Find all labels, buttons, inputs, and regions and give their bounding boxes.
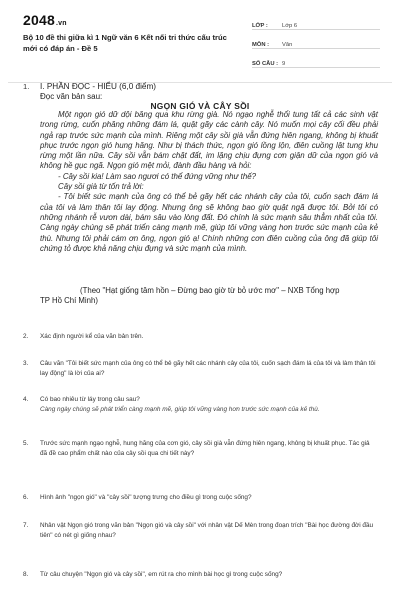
- section-heading: I. PHẦN ĐỌC - HIỂU (6,0 điểm): [40, 82, 157, 91]
- page-header: [0, 0, 400, 82]
- meta-value: 9: [282, 61, 286, 67]
- passage-paragraph: Cây sồi già từ tốn trả lời:: [58, 182, 144, 192]
- source-line: (Theo "Hạt giống tâm hồn – Đừng bao giờ từ bỏ ước mơ" – NXB Tổng hợp: [80, 286, 340, 295]
- question-number: 6.: [23, 494, 29, 501]
- meta-key: MÔN :: [252, 42, 270, 48]
- question-number: 1.: [23, 82, 30, 91]
- source-line: TP Hồ Chí Minh): [40, 296, 98, 305]
- meta-value: Văn: [282, 42, 293, 48]
- passage-paragraph: - Tôi biết sức mạnh của ông có thể bẻ gãy hết các nhánh cây của tôi, cuốn sạch đám lá của tôi và làm thân tôi lay động. Nhưng ông sẽ không bao giờ quật ngã được tôi. Bởi tôi có những nhánh rễ vươn dài, bám sâu vào lòng đất. Đó chính là sức mạnh sâu thẳm nhất của tôi. Càng ngày chúng sẽ phát triển càng mạnh mẽ, giúp tôi vững vàng hơn trước sức mạnh của kẻ thù. Nhưng tôi phải cám ơn ông, ngọn gió ạ! Chính những cơn điên cuồng của ông đã giúp tôi chứng tỏ được khả năng chịu đựng và sức mạnh của mình.: [40, 192, 378, 253]
- question-number: 2.: [23, 333, 29, 340]
- question-item: [23, 521, 378, 540]
- passage-source: [40, 286, 378, 306]
- meta-key: LỚP :: [252, 23, 268, 29]
- passage-paragraph: - Cây sồi kia! Làm sao ngươi có thể đứng vững như thế?: [58, 171, 257, 181]
- question-quote: Càng ngày chúng sẽ phát triển càng mạnh mẽ, giúp tôi vững vàng hơn trước sức mạnh của kẻ thù.: [40, 405, 320, 413]
- question-text: Trước sức mạnh ngạo nghễ, hung hăng của cơn gió, cây sồi già vẫn đứng hiên ngang, không bị khuất phục. Tác giả đã đề cao phẩm chất nào của cây sồi qua chi tiết này?: [40, 440, 370, 457]
- question-text: Câu văn "Tôi biết sức mạnh của ông có thể bẻ gãy hết các nhánh cây của tôi, cuốn sạch đám lá của tôi và làm thân tôi lay động" là lời của ai?: [40, 360, 376, 377]
- question-number: 4.: [23, 396, 29, 403]
- question-text: Nhân vật Ngọn gió trong văn bản "Ngọn gió và cây sồi" với nhân vật Dế Mèn trong đoạn trích "Bài học đường đời đầu tiên" có nét gì giống nhau?: [40, 522, 374, 539]
- question-text: Từ câu chuyện "Ngọn gió và cây sồi", em rút ra cho mình bài học gì trong cuộc sống?: [40, 571, 283, 578]
- question-item: [23, 395, 378, 414]
- meta-row-class: [252, 14, 380, 30]
- meta-table: [252, 14, 380, 71]
- question-text: Có bao nhiêu từ láy trong câu sau?: [40, 396, 140, 403]
- story-title: NGỌN GIÓ VÀ CÂY SỒI: [150, 101, 250, 111]
- question-number: 5.: [23, 440, 29, 447]
- question-number: 8.: [23, 571, 29, 578]
- logo-suffix: .vn: [55, 20, 67, 27]
- question-text: Hình ảnh "ngọn gió" và "cây sồi" tượng trưng cho điều gì trong cuộc sống?: [40, 494, 252, 501]
- question-number: 7.: [23, 522, 29, 529]
- question-item: [23, 493, 378, 503]
- question-item: [23, 570, 378, 580]
- passage-paragraph: Một ngọn gió dữ dội băng qua khu rừng già. Nó ngạo nghễ thổi tung tất cả các sinh vật trong rừng, cuốn phăng những đám lá, quật gãy các cành cây. Nó muốn mọi cây cối đều phải ngả rạp trước sức mạnh của mình. Riêng một cây sồi già vẫn đứng hiên ngang, không bị khuất phục trước ngọn gió hung hăng. Như bị thách thức, ngọn gió lồng lộn, điên cuồng lật tung khu rừng một lần nữa. Cây sồi vẫn bám chặt đất, im lặng chịu đựng cơn giận dữ của ngọn gió và không hề gục ngã. Ngọn gió mệt mỏi, đành đầu hàng và hỏi:: [40, 110, 378, 171]
- section-intro: Đọc văn bản sau:: [40, 92, 103, 101]
- question-number: 3.: [23, 360, 29, 367]
- question-item: [23, 332, 378, 342]
- logo-text: 2048: [23, 12, 55, 28]
- question-text: Xác định người kể của văn bản trên.: [40, 333, 144, 340]
- reading-passage: [40, 110, 378, 254]
- question-item: [23, 359, 378, 378]
- meta-key: SỐ CÂU :: [252, 61, 279, 67]
- document-title: Bộ 10 đề thi giữa kì 1 Ngữ văn 6 Kết nối tri thức cấu trúc mới có đáp án - Đề 5: [23, 33, 227, 53]
- site-logo[interactable]: [23, 12, 67, 28]
- meta-value: Lớp 6: [282, 23, 298, 29]
- meta-row-subject: [252, 33, 380, 49]
- meta-row-question-count: [252, 52, 380, 68]
- question-item: [23, 439, 378, 458]
